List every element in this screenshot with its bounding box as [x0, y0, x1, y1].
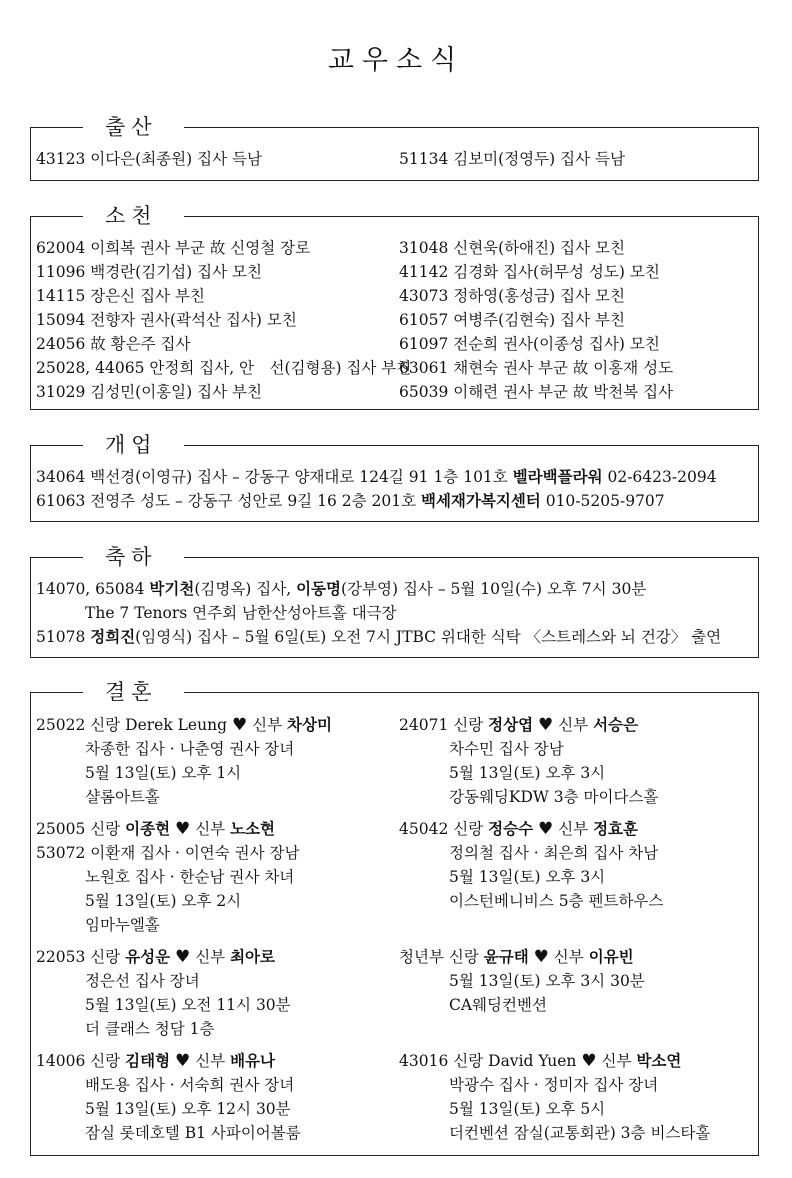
member-code: 14006 [36, 1052, 86, 1070]
wedding-detail: 임마누엘홀 [85, 916, 160, 934]
bride-name: 최아로 [230, 947, 275, 966]
wedding-detail: 잠실 롯데호텔 B1 사파이어볼룸 [85, 1124, 301, 1142]
congrats-section [30, 545, 759, 658]
heart-icon: ♥ [581, 1051, 597, 1071]
condolence-item: 41142 김경화 집사(허무성 성도) 모친 [399, 263, 660, 281]
groom-name: 정상엽 [488, 715, 534, 734]
bride-label: 신부 [195, 820, 226, 838]
congrats-item [36, 577, 646, 601]
member-code: 25022 [36, 716, 86, 734]
groom-name: 윤규태 [483, 947, 529, 966]
opening-item [36, 489, 665, 513]
groom-name: 이종현 [125, 819, 171, 838]
wedding-detail: 박광수 집사 · 정미자 집사 장녀 [449, 1076, 659, 1094]
congrats-text: (강부영) 집사 – 5월 10일(수) 오후 7시 30분 [341, 580, 647, 598]
congrats-text: (임영식) 집사 – 5월 6일(토) 오전 7시 JTBC 위대한 식탁 〈스트레스와 뇌 건강〉 출연 [135, 628, 722, 646]
wedding-section [30, 680, 759, 1156]
bride-name: 정효훈 [593, 819, 638, 838]
condolence-section [30, 204, 759, 410]
bride-name: 이유빈 [588, 947, 634, 966]
congrats-text: (김명옥) 집사, [194, 580, 297, 598]
wedding-entry-header [36, 945, 275, 969]
wedding-detail: 차종한 집사 · 나춘영 권사 장녀 [85, 740, 295, 758]
opening-item [36, 465, 717, 489]
heart-icon: ♥ [538, 715, 554, 735]
wedding-detail [36, 841, 300, 865]
member-name: 정희진 [90, 627, 136, 646]
congrats-detail: The 7 Tenors 연주회 남한산성아트홀 대극장 [85, 604, 397, 622]
heart-icon: ♥ [538, 819, 554, 839]
wedding-detail: 5월 13일(토) 오후 3시 [449, 868, 606, 886]
congrats-item [36, 625, 721, 649]
condolence-item: 31048 신현욱(하애진) 집사 모친 [399, 239, 625, 257]
member-code: 24071 [399, 716, 449, 734]
wedding-detail: 배도용 집사 · 서숙희 권사 장녀 [85, 1076, 295, 1094]
bride-label: 신부 [553, 948, 584, 966]
business-name: 벨라백플라워 [512, 467, 603, 486]
wedding-detail: 더컨벤션 잠실(교통회관) 3층 비스타홀 [449, 1124, 711, 1142]
groom-label: 신랑 [448, 948, 479, 966]
member-codes: 14070, 65084 [36, 580, 150, 598]
condolence-item: 15094 전향자 권사(곽석산 집사) 모친 [36, 311, 297, 329]
wedding-detail: CA웨딩컨벤션 [449, 996, 547, 1014]
condolence-item: 31029 김성민(이홍일) 집사 부친 [36, 383, 262, 401]
wedding-entry-header [399, 945, 634, 969]
wedding-detail: 5월 13일(토) 오후 5시 [449, 1100, 606, 1118]
birth-section [30, 115, 759, 181]
wedding-entry-header [36, 713, 332, 737]
member-code: 22053 [36, 948, 86, 966]
congrats-heading: 축하 [83, 542, 184, 572]
bride-name: 박소연 [636, 1051, 682, 1070]
wedding-detail: 샬롬아트홀 [85, 788, 160, 806]
heart-icon: ♥ [175, 819, 191, 839]
member-name: 박기천 [149, 579, 195, 598]
member-name: 이동명 [296, 579, 341, 598]
condolence-item: 11096 백경란(김기섭) 집사 모친 [36, 263, 262, 281]
heart-icon: ♥ [533, 947, 549, 967]
page-title: 교우소식 [327, 45, 465, 76]
groom-label: 신랑 [453, 1052, 484, 1070]
bride-label: 신부 [195, 948, 226, 966]
groom-name: 정승수 [488, 819, 534, 838]
member-code: 53072 [36, 844, 86, 862]
wedding-detail: 차수민 집사 장남 [449, 740, 564, 758]
birth-heading: 출산 [83, 112, 184, 142]
heart-icon: ♥ [175, 1051, 191, 1071]
wedding-entry-header [36, 1049, 275, 1073]
condolence-item: 62004 이희복 권사 부군 故 신영철 장로 [36, 239, 311, 257]
wedding-detail: 정의철 집사 · 최은희 집사 차남 [449, 844, 659, 862]
groom-name: 유성운 [125, 947, 171, 966]
groom-name: Derek Leung [125, 716, 227, 734]
member-code: 51078 [36, 628, 91, 646]
wedding-detail: 더 클래스 청담 1층 [85, 1020, 215, 1038]
bride-name: 차상미 [287, 715, 332, 734]
bride-label: 신부 [558, 820, 589, 838]
heart-icon: ♥ [175, 947, 191, 967]
condolence-item: 61097 전순희 권사(이종성 집사) 모친 [399, 335, 660, 353]
condolence-item: 65039 이해련 권사 부군 故 박천복 집사 [399, 383, 674, 401]
groom-label: 신랑 [90, 1052, 121, 1070]
condolence-item: 14115 장은신 집사 부친 [36, 287, 205, 305]
condolence-item: 25028, 44065 안정희 집사, 안 선(김형용) 집사 부친 [36, 359, 412, 377]
wedding-entry-header [399, 713, 638, 737]
groom-label: 신랑 [453, 716, 484, 734]
bride-label: 신부 [558, 716, 589, 734]
opening-section [30, 433, 759, 522]
wedding-detail: 5월 13일(토) 오후 2시 [85, 892, 242, 910]
bride-label: 신부 [601, 1052, 632, 1070]
business-name: 백세재가복지센터 [420, 491, 541, 510]
parents-text: 이환재 집사 · 이연숙 권사 장남 [90, 844, 300, 862]
wedding-detail: 5월 13일(토) 오전 11시 30분 [85, 996, 291, 1014]
wedding-detail: 강동웨딩KDW 3층 마이다스홀 [449, 788, 659, 806]
wedding-heading: 결혼 [83, 677, 184, 707]
groom-name: David Yuen [488, 1052, 577, 1070]
condolence-heading: 소천 [83, 201, 184, 231]
condolence-item: 63061 채현숙 권사 부군 故 이홍재 성도 [399, 359, 674, 377]
member-code: 25005 [36, 820, 86, 838]
groom-label: 신랑 [90, 948, 121, 966]
bride-name: 서승은 [593, 715, 638, 734]
wedding-entry-header [399, 1049, 681, 1073]
condolence-item: 24056 故 황은주 집사 [36, 335, 191, 353]
condolence-item: 61057 여병주(김현숙) 집사 부친 [399, 311, 625, 329]
member-code: 청년부 [399, 948, 444, 966]
groom-label: 신랑 [453, 820, 484, 838]
bride-label: 신부 [195, 1052, 226, 1070]
opening-text: 61063 전영주 성도 – 강동구 성안로 9길 16 2층 201호 [36, 492, 421, 510]
wedding-detail: 5월 13일(토) 오후 1시 [85, 764, 242, 782]
member-code: 45042 [399, 820, 449, 838]
birth-item: 43123 이다은(최종원) 집사 득남 [36, 150, 262, 168]
wedding-entry-header [36, 817, 275, 841]
bride-name: 노소현 [230, 819, 275, 838]
wedding-detail: 노원호 집사 · 한순남 권사 차녀 [85, 868, 295, 886]
birth-item: 51134 김보미(정영두) 집사 득남 [399, 150, 625, 168]
wedding-detail: 5월 13일(토) 오후 12시 30분 [85, 1100, 291, 1118]
wedding-detail: 5월 13일(토) 오후 3시 [449, 764, 606, 782]
member-code: 43016 [399, 1052, 449, 1070]
bride-label: 신부 [252, 716, 283, 734]
bride-name: 배유나 [230, 1051, 275, 1070]
wedding-detail: 정은선 집사 장녀 [85, 972, 200, 990]
wedding-entry-header [399, 817, 638, 841]
heart-icon: ♥ [231, 715, 248, 735]
condolence-item: 43073 정하영(홍성금) 집사 모친 [399, 287, 625, 305]
phone-number: 02-6423-2094 [602, 468, 717, 486]
groom-label: 신랑 [90, 716, 121, 734]
phone-number: 010-5205-9707 [540, 492, 665, 510]
groom-name: 김태형 [125, 1051, 171, 1070]
opening-heading: 개업 [83, 430, 184, 460]
opening-text: 34064 백선경(이영규) 집사 – 강동구 양재대로 124길 91 1층 101호 [36, 468, 513, 486]
groom-label: 신랑 [90, 820, 121, 838]
wedding-detail: 이스턴베니비스 5층 펜트하우스 [449, 892, 664, 910]
wedding-detail: 5월 13일(토) 오후 3시 30분 [449, 972, 645, 990]
